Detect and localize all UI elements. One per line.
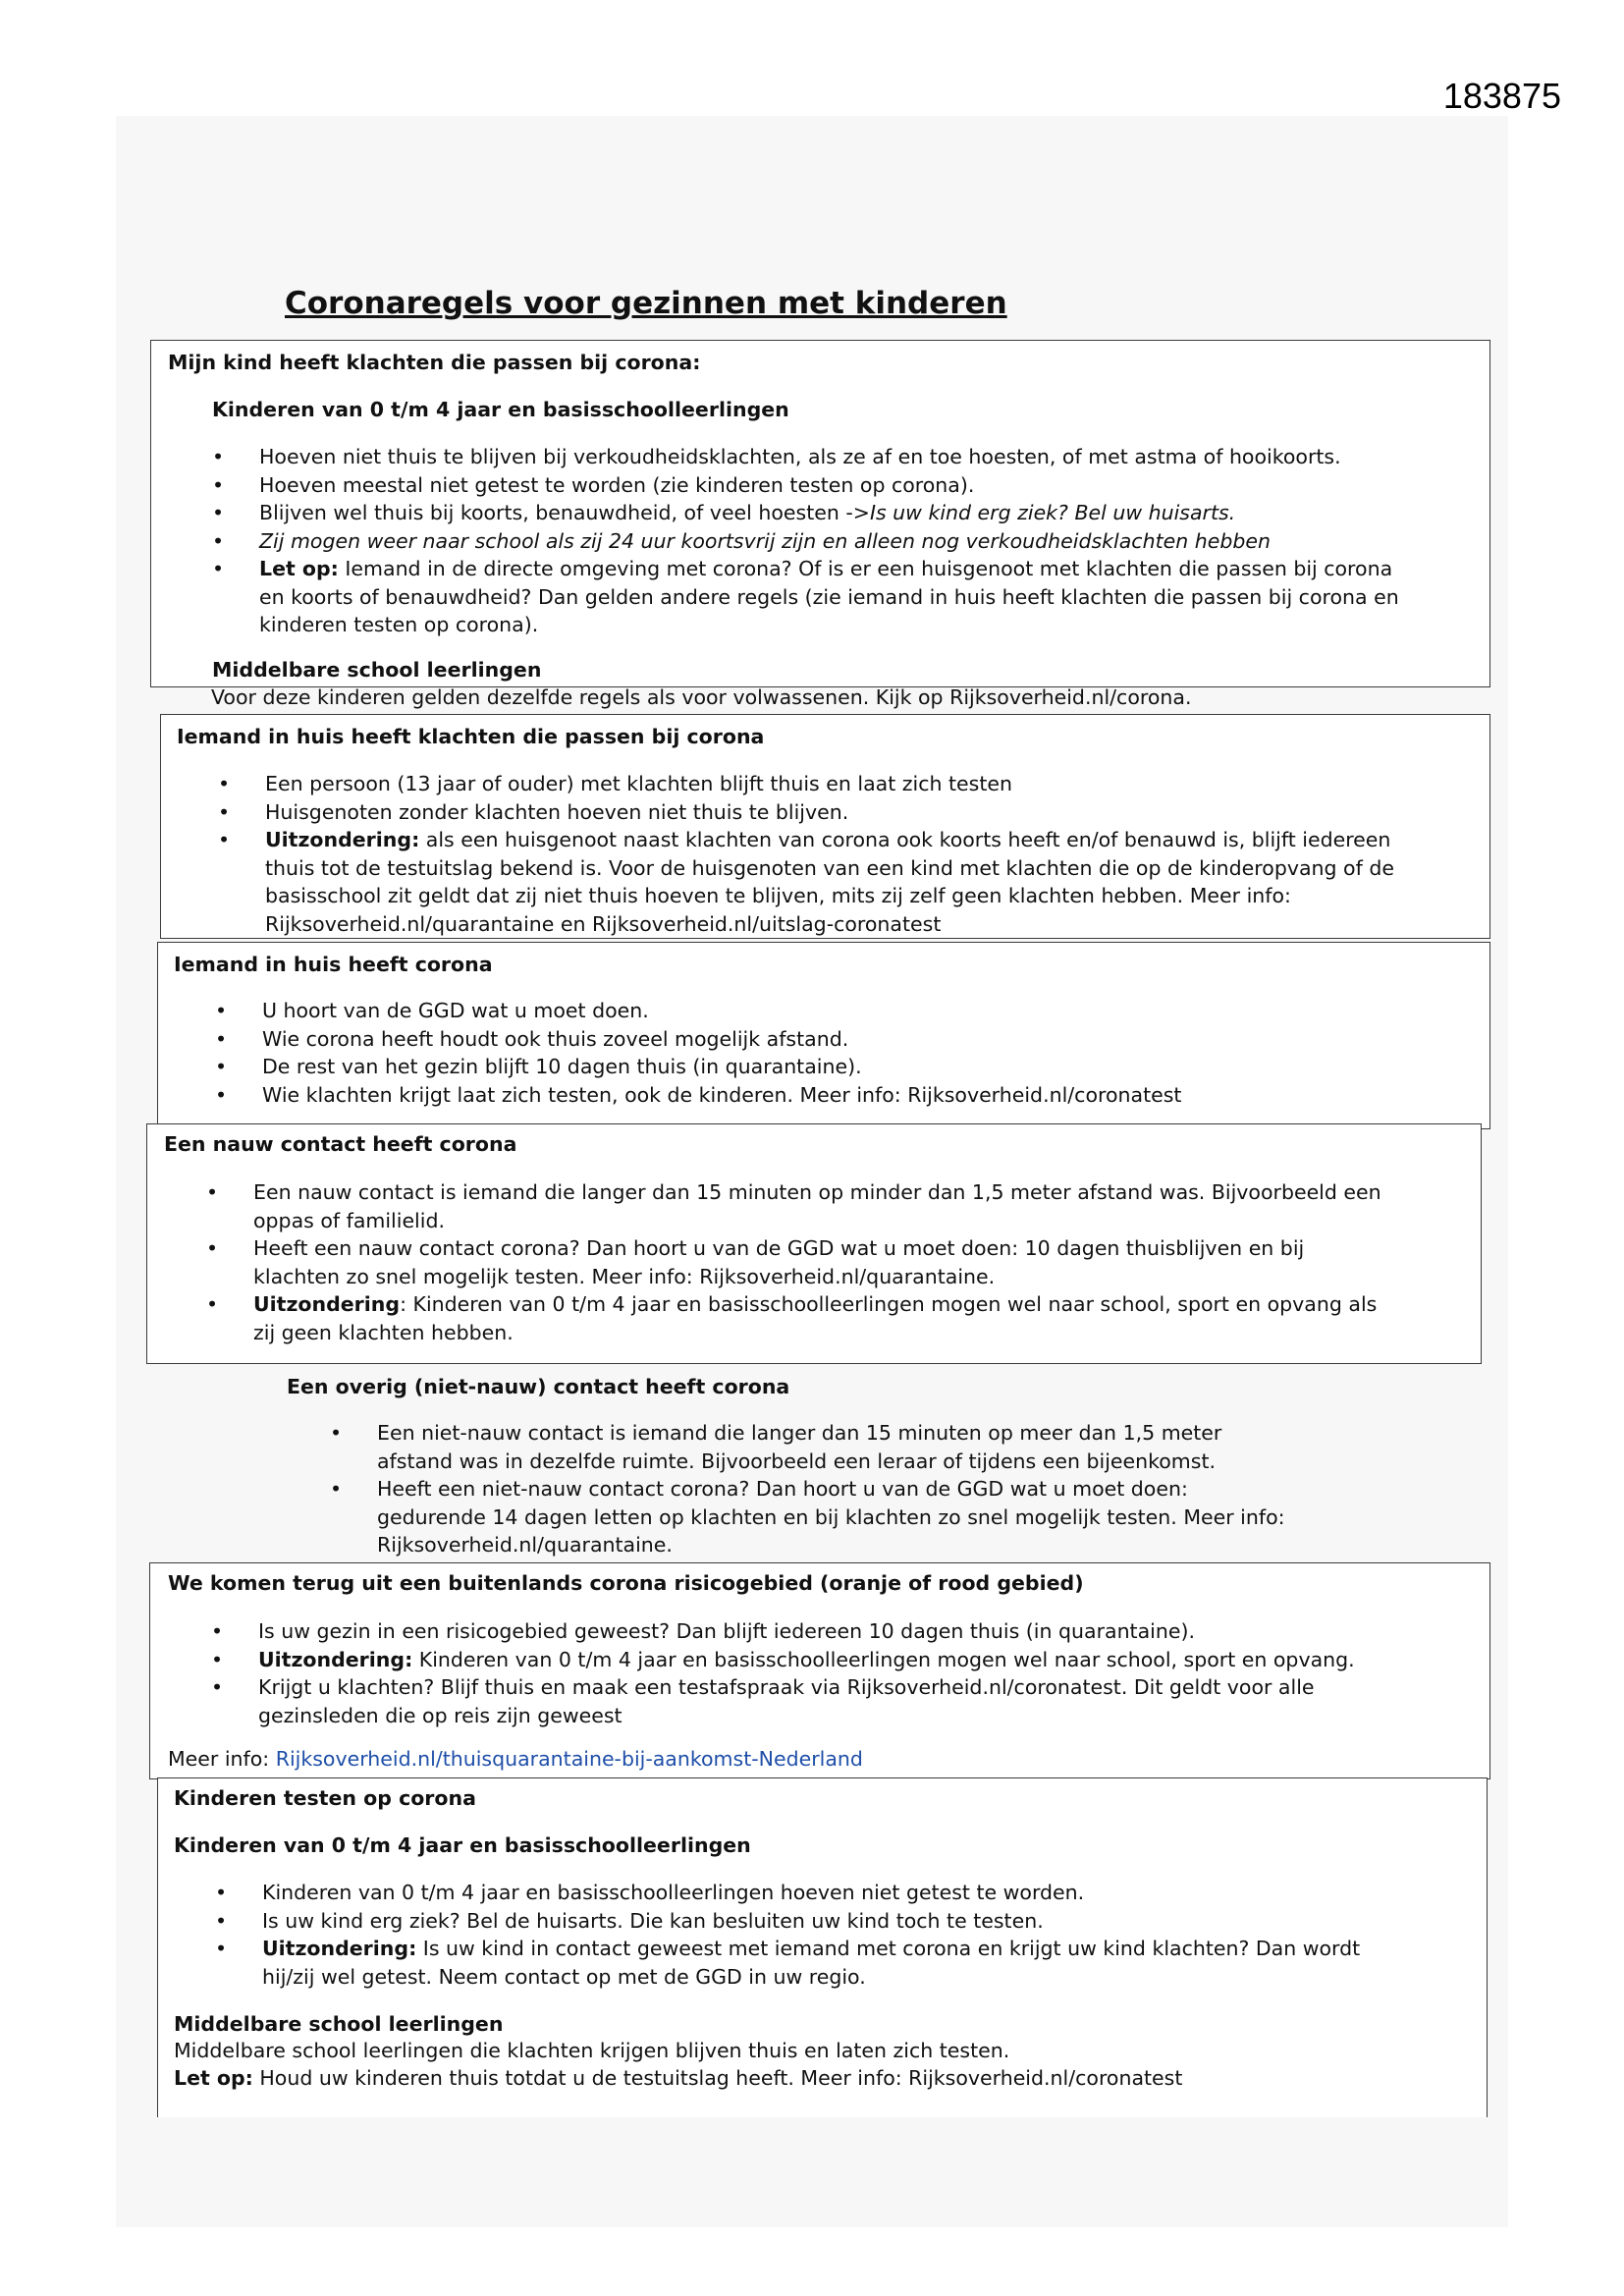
more-info-link[interactable]: Rijksoverheid.nl/thuisquarantaine-bij-aankomst-Nederland [275,1747,863,1771]
bullet-list [218,770,1394,938]
section-child-complaints [150,340,1490,687]
list-item: • Krijgt u klachten? Blijf thuis en maak een testafspraak via Rijksoverheid.nl/coronatest. Dit geldt voor alle gezinsleden die op reis zijn geweest [211,1673,1355,1729]
list-item: • Hoeven meestal niet getest te worden (zie kinderen testen op corona). [212,471,1399,500]
list-item: • U hoort van de GGD wat u moet doen. [215,997,1181,1025]
secondary-school-text: Middelbare school leerlingen die klachten krijgen blijven thuis en laten zich testen. [174,2039,1010,2062]
section-heading: Iemand in huis heeft klachten die passen bij corona [177,725,765,748]
subheading-young-children: Kinderen van 0 t/m 4 jaar en basisschoolleerlingen [212,398,789,421]
section-other-contact [287,1373,1485,1559]
section-heading: Iemand in huis heeft corona [174,953,493,976]
bullet-list [215,997,1181,1109]
section-heading: Kinderen testen op corona [174,1786,476,1810]
list-item: • Is uw gezin in een risicogebied geweest? Dan blijft iedereen 10 dagen thuis (in quarantaine). [211,1617,1355,1646]
list-item: • Huisgenoten zonder klachten hoeven niet thuis te blijven. [218,798,1394,827]
bullet-list [215,1879,1360,1991]
list-item: • Uitzondering: Kinderen van 0 t/m 4 jaar en basisschoolleerlingen mogen wel naar school, sport en opvang. [211,1646,1355,1674]
list-item: • Een nauw contact is iemand die langer dan 15 minuten op minder dan 1,5 meter afstand was. Bijvoorbeeld een oppas of familielid. [206,1178,1381,1234]
bullet-list [212,443,1399,639]
list-item: • Let op: Iemand in de directe omgeving met corona? Of is er een huisgenoot met klachten die passen bij corona en koorts of benauwdheid? Dan gelden andere regels (zie iemand in huis heeft klachten die passen bij corona en kinderen testen op corona). [212,555,1399,639]
list-item: • Is uw kind erg ziek? Bel de huisarts. Die kan besluiten uw kind toch te testen. [215,1907,1360,1936]
subheading-secondary-school: Middelbare school leerlingen [212,658,542,682]
list-item: • Uitzondering: Is uw kind in contact geweest met iemand met corona en krijgt uw kind klachten? Dan wordt hij/zij wel getest. Neem contact op met de GGD in uw regio. [215,1935,1360,1991]
page-title: Coronaregels voor gezinnen met kinderen [285,286,1007,321]
list-item: • Kinderen van 0 t/m 4 jaar en basisschoolleerlingen hoeven niet getest te worden. [215,1879,1360,1907]
list-item: • Heeft een niet-nauw contact corona? Dan hoort u van de GGD wat u moet doen: gedurende 14 dagen letten op klachten en bij klachten zo snel mogelijk testen. Meer info: Rijksoverheid.nl/quarantaine. [330,1475,1285,1559]
bullet-list [330,1419,1285,1559]
section-testing-children [157,1777,1488,2117]
bullet-list [206,1178,1381,1346]
list-item: • Zij mogen weer naar school als zij 24 uur koortsvrij zijn en alleen nog verkoudheidsklachten hebben [212,527,1399,556]
list-item: • Een niet-nauw contact is iemand die langer dan 15 minuten op meer dan 1,5 meter afstand was in dezelfde ruimte. Bijvoorbeeld een leraar of tijdens een bijeenkomst. [330,1419,1285,1475]
subheading-secondary-school: Middelbare school leerlingen [174,2012,504,2036]
section-heading: We komen terug uit een buitenlands corona risicogebied (oranje of rood gebied) [168,1571,1084,1595]
secondary-school-text: Voor deze kinderen gelden dezelfde regels als voor volwassenen. Kijk op Rijksoverheid.nl/corona. [211,685,1192,709]
subheading-young-children: Kinderen van 0 t/m 4 jaar en basisschoolleerlingen [174,1833,751,1857]
section-heading: Een overig (niet-nauw) contact heeft corona [287,1375,790,1398]
list-item: • De rest van het gezin blijft 10 dagen thuis (in quarantaine). [215,1053,1181,1081]
list-item: • Een persoon (13 jaar of ouder) met klachten blijft thuis en laat zich testen [218,770,1394,798]
section-household-complaints [160,714,1490,939]
list-item: • Hoeven niet thuis te blijven bij verkoudheidsklachten, als ze af en toe hoesten, of met astma of hooikoorts. [212,443,1399,471]
list-item: • Wie klachten krijgt laat zich testen, ook de kinderen. Meer info: Rijksoverheid.nl/coronatest [215,1081,1181,1110]
list-item: • Uitzondering: als een huisgenoot naast klachten van corona ook koorts heeft en/of benauwd is, blijft iedereen thuis tot de testuitslag bekend is. Voor de huisgenoten van een kind met klachten die op de kinderopvang of de basisschool zit geldt dat zij niet thuis hoeven te blijven, mits zij zelf geen klachten hebben. Meer info: Rijksoverheid.nl/quarantaine en Rijksoverheid.nl/uitslag-coronatest [218,826,1394,938]
list-item: • Wie corona heeft houdt ook thuis zoveel mogelijk afstand. [215,1025,1181,1054]
list-item: • Blijven wel thuis bij koorts, benauwdheid, of veel hoesten ->Is uw kind erg ziek? Bel uw huisarts. [212,499,1399,527]
document-id: 183875 [1442,76,1561,116]
section-heading: Mijn kind heeft klachten die passen bij corona: [168,351,701,374]
section-household-corona [157,942,1490,1129]
section-close-contact [146,1123,1482,1364]
section-travel-risk-area [149,1562,1490,1779]
section-heading: Een nauw contact heeft corona [164,1132,517,1156]
list-item: • Heeft een nauw contact corona? Dan hoort u van de GGD wat u moet doen: 10 dagen thuisblijven en bij klachten zo snel mogelijk testen. Meer info: Rijksoverheid.nl/quarantaine. [206,1234,1381,1290]
bullet-list [211,1617,1355,1729]
more-info: Meer info: Rijksoverheid.nl/thuisquarantaine-bij-aankomst-Nederland [168,1747,863,1771]
let-op-note: Let op: Houd uw kinderen thuis totdat u de testuitslag heeft. Meer info: Rijksoverheid.nl/coronatest [174,2066,1183,2090]
list-item: • Uitzondering: Kinderen van 0 t/m 4 jaar en basisschoolleerlingen mogen wel naar school, sport en opvang als zij geen klachten hebben. [206,1290,1381,1346]
